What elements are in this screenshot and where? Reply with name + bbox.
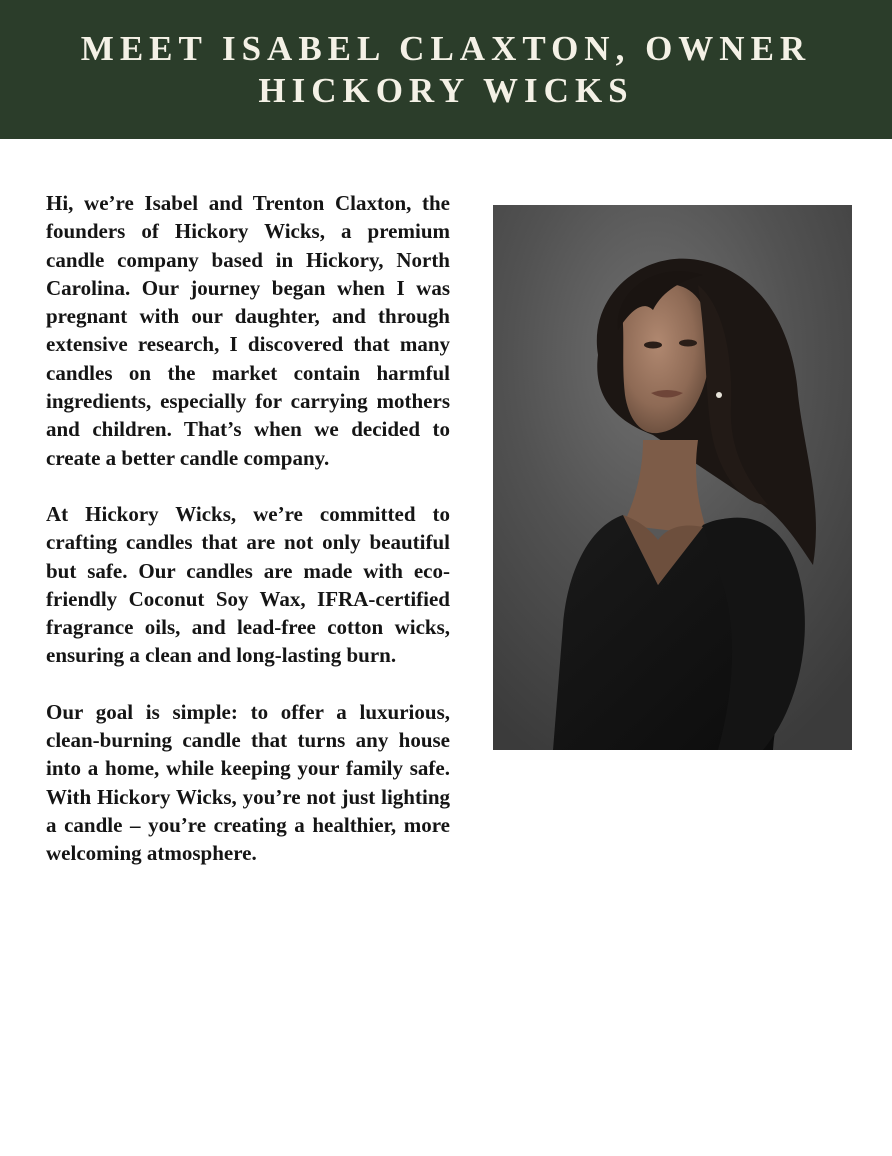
earring xyxy=(716,392,722,398)
left-eye xyxy=(644,342,662,349)
page-header xyxy=(0,0,892,139)
page-title: MEET ISABEL CLAXTON, OWNER HICKORY WICKS xyxy=(80,28,812,110)
intro-paragraph: Hi, we’re Isabel and Trenton Claxton, the founders of Hickory Wicks, a premium candle company based in Hickory, North Carolina. Our journey began when I was pregnant with our daughter, and through extensive research, I discovered that many candles on the market contain harmful ingredients, especially for carrying mothers and children. That’s when we decided to create a better candle company. xyxy=(46,191,450,470)
owner-portrait-photo xyxy=(493,205,852,750)
portrait-illustration xyxy=(493,205,852,750)
about-text-column xyxy=(46,189,450,896)
commitment-paragraph: At Hickory Wicks, we’re committed to crafting candles that are not only beautiful but safe. Our candles are made with eco-friendly Coconut Soy Wax, IFRA-certified fragrance oils, and lead-free cotton wicks, ensuring a clean and long-lasting burn. xyxy=(46,501,450,668)
goal-paragraph: Our goal is simple: to offer a luxurious, clean-burning candle that turns any house into a home, while keeping your family safe. With Hickory Wicks, you’re not just lighting a candle – you’re creating a healthier, more welcoming atmosphere. xyxy=(46,699,450,866)
right-eye xyxy=(679,340,697,347)
